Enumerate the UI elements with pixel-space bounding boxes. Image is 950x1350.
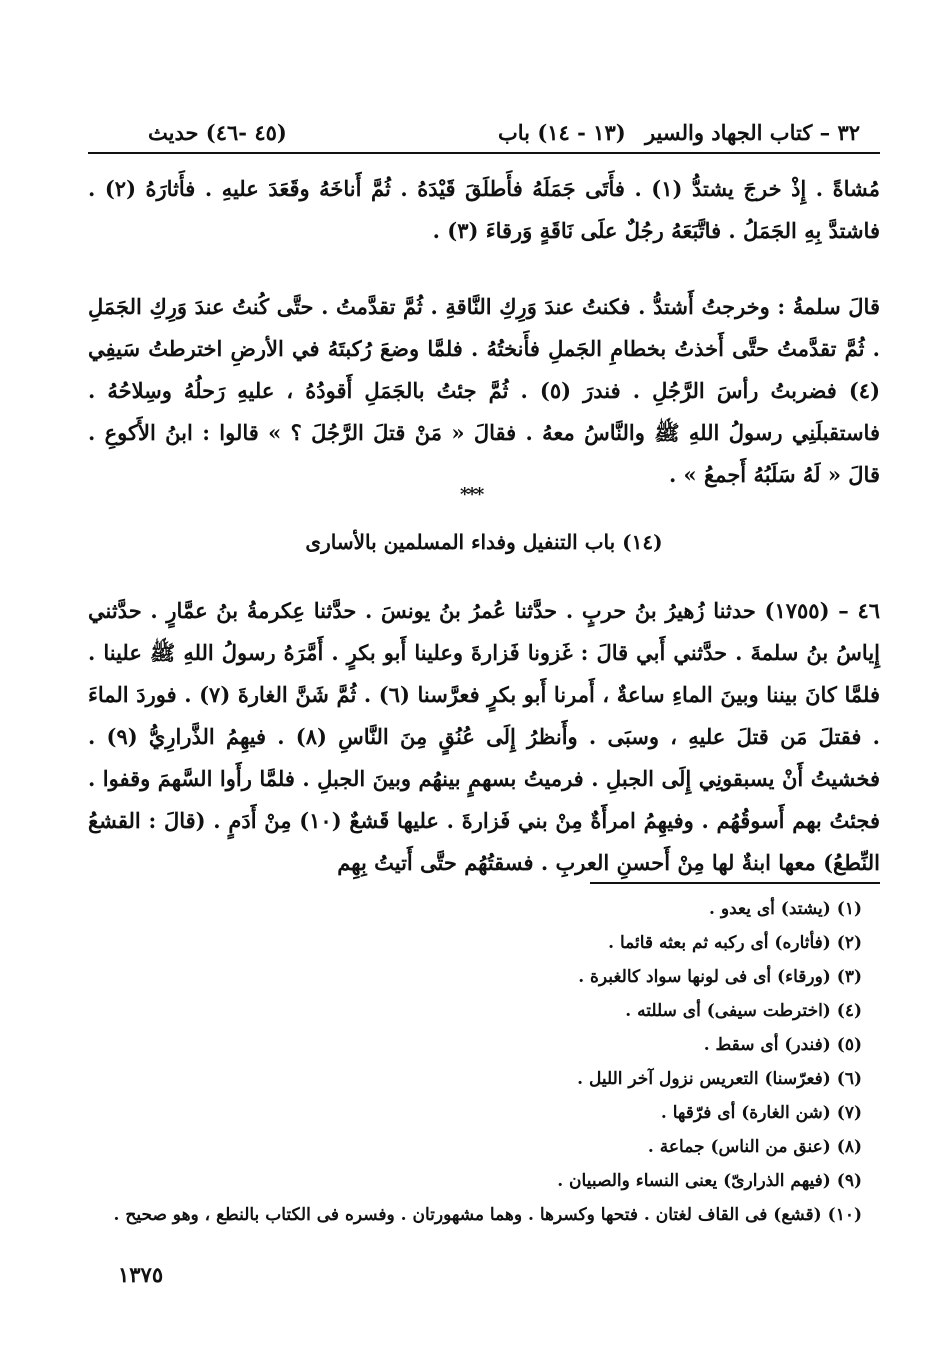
footnote-divider [590, 882, 880, 884]
header-hadith-ref: (٤٥ -٤٦) حديث [148, 120, 287, 145]
running-header [88, 112, 880, 152]
paragraph-1: مُشاةً . إِذْ خرجَ يشتدُّ (١) . فأَتَى جَمَلَهُ فأَطلَقَ قَيْدَهُ . ثُمَّ أَناخَهُ وقَعَدَ عليهِ . فأَثارَهُ (٢) . فاشتدَّ بِهِ الجَمَلُ . فاتَّبَعَهُ رجُلٌ علَى نَاقَةٍ وَرقاءَ (٣) . [88, 176, 881, 243]
header-divider [88, 152, 880, 154]
page-number: ١٣٧٥ [118, 1262, 164, 1287]
footnote-item: (٧) (شن الغارة) أى فرّقها . [660, 1103, 862, 1123]
footnote-item: (١٠) (قشع) فى القاف لغتان . فتحها وكسرها . وهما مشهورتان . وفسره فى الكتاب بالنطع ، وهو صحيح . [113, 1205, 862, 1225]
footnotes-list [102, 892, 862, 1232]
footnote-item: (١) (يشتد) أى يعدو . [709, 899, 862, 919]
footnote-item: (٨) (عنق من الناس) جماعة . [647, 1137, 862, 1157]
footnote-item: (٦) (فعرّسنا) التعريس نزول آخر الليل . [577, 1069, 862, 1089]
footnote-item: (٤) (اخترطت سيفى) أى سللته . [625, 1001, 862, 1021]
header-chapter-ref: (١٣ - ١٤) باب [498, 120, 626, 145]
section-separator: *** [460, 484, 483, 505]
footnote-item: (٥) (فندر) أى سقط . [703, 1035, 862, 1055]
footnote-item: (٩) (فيهم الذرارىّ) يعنى النساء والصبيان . [557, 1171, 862, 1191]
paragraph-2: قالَ سلمةُ : وخرجتُ أَشتدُّ . فكنتُ عندَ وَرِكِ النَّاقةِ . ثُمَّ تقدَّمتُ . حتَّى كُنتُ عندَ وَرِكِ الجَمَلِ . ثُمَّ تقدَّمتُ حتَّى أَخذتُ بخطامِ الجَملِ فأَنختُهُ . فلمَّا وضعَ رُكبتَهُ في الأرضِ اخترطتُ سَيفِي (٤) فضربتُ رأسَ الرَّجُلِ . فندرَ (٥) . ثُمَّ جئتُ بالجَمَلِ أَقودُهُ ، عليهِ رَحلُهُ وسِلاحُهُ . فاستقبلَنِي رسولُ اللهِ ﷺ والنَّاسُ معهُ . فقالَ « مَنْ قتلَ الرَّجُلَ ؟ » قالوا : ابنُ الأَكوعِ . قالَ « لَهُ سَلَبُهُ أَجمعُ » . [88, 294, 880, 487]
paragraph-hadith-46: ٤٦ – (١٧٥٥) حدثنا زُهيرُ بنُ حربٍ . حدَّثنا عُمرُ بنُ يونسَ . حدَّثنا عِكرمةُ بنُ عمَّارٍ . حدَّثني إِياسُ بنُ سلمةَ . حدَّثني أَبي قالَ : غَزونا فَزارةَ وعلينا أَبو بكرٍ . أَمَّرَهُ رسولُ اللهِ ﷺ علينا . فلمَّا كانَ بيننا وبينَ الماءِ ساعةٌ ، أَمرنا أَبو بكرٍ فعرَّسنا (٦) . ثُمَّ شَنَّ الغارةَ (٧) . فوردَ الماءَ . فقتلَ مَن قتلَ عليهِ ، وسبَى . وأَنظرُ إِلَى عُنُقٍ مِنَ النَّاسِ (٨) . فيهِمُ الذَّرارِيُّ (٩) . فخشيتُ أَنْ يسبقونِي إِلَى الجبلِ . فرميتُ بسهمٍ بينهُم وبينَ الجبلِ . فلمَّا رأَوا السَّهمَ وقفوا . فجئتُ بهم أَسوقُهُم . وفيهِمُ امرأَةٌ مِنْ بني فَزارةَ . عليها قَشعٌ (١٠) مِنْ أَدَمٍ . (قالَ : القشعُ النِّطعُ) معها ابنةٌ لها مِنْ أَحسنِ العربِ . فسقتُهُم حتَّى أَتيتُ بِهِم [88, 598, 881, 875]
header-book-title: ٣٢ – كتاب الجهاد والسير [644, 120, 860, 145]
chapter-title: (١٤) باب التنفيل وفداء المسلمين بالأسارى [305, 530, 663, 554]
footnote-item: (٣) (ورقاء) أى فى لونها سواد كالغبرة . [578, 967, 862, 987]
footnote-item: (٢) (فأثاره) أى ركبه ثم بعثه قائما . [608, 933, 862, 953]
